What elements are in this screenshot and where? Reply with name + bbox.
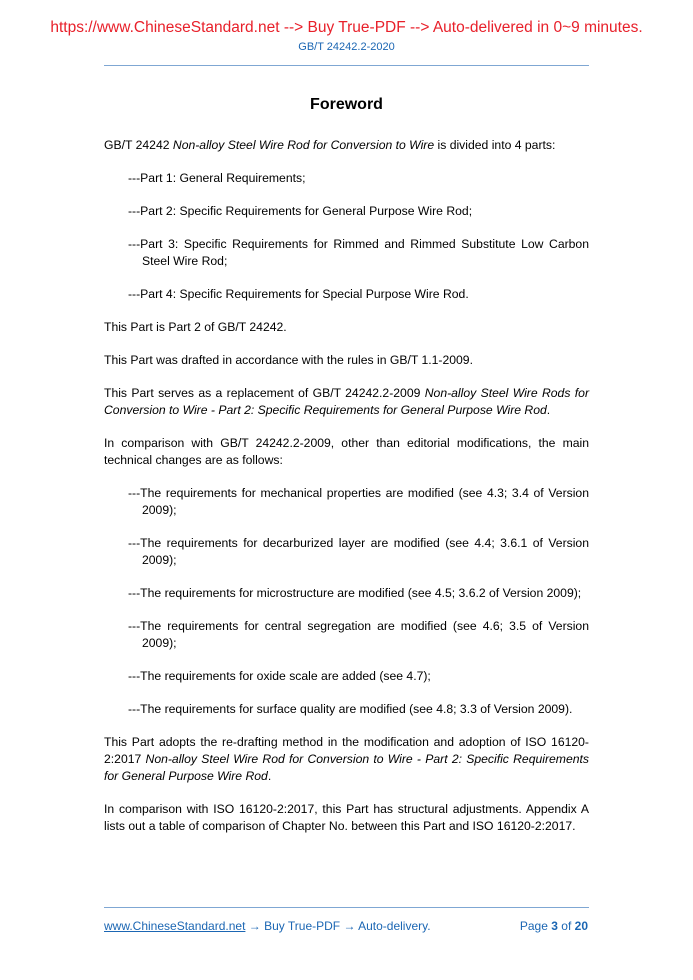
page-number: Page 3 of 20	[519, 919, 588, 933]
intro-paragraph: GB/T 24242 Non-alloy Steel Wire Rod for Conversion to Wire is divided into 4 parts:	[104, 138, 556, 152]
footer-promo-text: → Buy True-PDF → Auto-delivery.	[245, 919, 431, 933]
drafted-paragraph: This Part was drafted in accordance with the rules in GB/T 1.1-2009.	[104, 353, 473, 367]
change-list-item: ---The requirements for surface quality are modified (see 4.8; 3.3 of Version 2009).	[128, 702, 573, 716]
current-page: 3	[551, 919, 558, 933]
change-list-item: ---The requirements for mechanical properties are modified (see 4.3; 3.4 of Version 2009);	[128, 486, 589, 517]
change-list-item: ---The requirements for microstructure are modified (see 4.5; 3.6.2 of Version 2009);	[128, 586, 582, 600]
change-list-item: ---The requirements for oxide scale are added (see 4.7);	[128, 669, 431, 683]
changes-intro-paragraph: In comparison with GB/T 24242.2-2009, other than editorial modifications, the main technical changes are as follows:	[104, 436, 589, 467]
adoption-paragraph: This Part adopts the re-drafting method in the modification and adoption of ISO 16120-2:2017 Non-alloy Steel Wire Rod for Conversion to Wire - Part 2: Specific Requirements for General Purpose Wire Rod.	[104, 735, 589, 783]
footer-divider	[104, 907, 589, 908]
part-list-item: ---Part 1: General Requirements;	[128, 171, 306, 185]
standard-code: GB/T 24242.2-2020	[298, 41, 395, 53]
header-divider	[104, 65, 589, 66]
replacement-paragraph: This Part serves as a replacement of GB/T 24242.2-2009 Non-alloy Steel Wire Rods for Conversion to Wire - Part 2: Specific Requirements for General Purpose Wire Rod.	[104, 386, 589, 417]
part-list-item: ---Part 4: Specific Requirements for Special Purpose Wire Rod.	[128, 287, 469, 301]
footer-site-link[interactable]: www.ChineseStandard.net	[104, 919, 246, 933]
change-list-item: ---The requirements for decarburized layer are modified (see 4.4; 3.6.1 of Version 2009);	[128, 536, 589, 567]
total-pages: 20	[574, 919, 588, 933]
top-banner-link[interactable]: https://www.ChineseStandard.net --> Buy True-PDF --> Auto-delivered in 0~9 minutes.	[50, 19, 643, 36]
part-of-paragraph: This Part is Part 2 of GB/T 24242.	[104, 320, 287, 334]
part-list-item: ---Part 2: Specific Requirements for General Purpose Wire Rod;	[128, 204, 473, 218]
foreword-body	[104, 137, 589, 851]
footer-promo	[104, 919, 431, 933]
part-list-item: ---Part 3: Specific Requirements for Rimmed and Rimmed Substitute Low Carbon Steel Wire Rod;	[128, 237, 589, 268]
iso-comparison-paragraph: In comparison with ISO 16120-2:2017, this Part has structural adjustments. Appendix A lists out a table of comparison of Chapter No. between this Part and ISO 16120-2:2017.	[104, 802, 589, 833]
change-list-item: ---The requirements for central segregation are modified (see 4.6; 3.5 of Version 2009);	[128, 619, 589, 650]
page-title: Foreword	[310, 96, 383, 113]
